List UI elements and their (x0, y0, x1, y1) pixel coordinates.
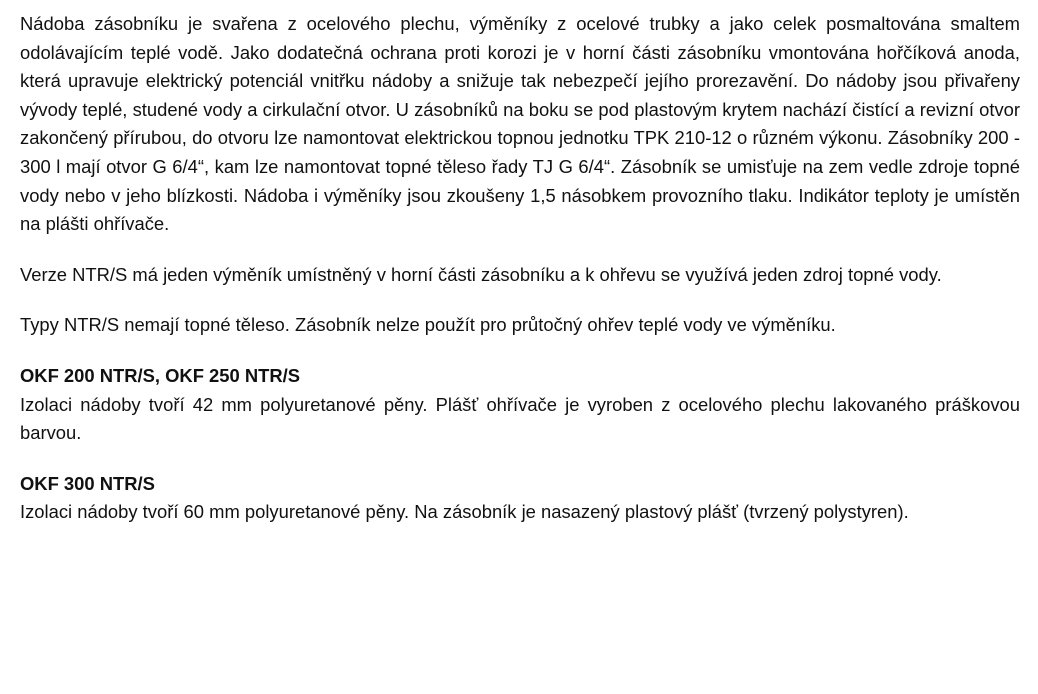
paragraph-types: Typy NTR/S nemají topné těleso. Zásobník nelze použít pro průtočný ohřev teplé vody ve výměníku. (20, 314, 836, 336)
paragraph-gap (20, 289, 1020, 311)
section-text-okf-200-250: Izolaci nádoby tvoří 42 mm polyuretanové pěny. Plášť ohřívače je vyroben z ocelového plechu lakovaného práškovou barvou. (20, 393, 1020, 444)
section-heading-okf-300: OKF 300 NTR/S (20, 472, 155, 494)
section-text-okf-300: Izolaci nádoby tvoří 60 mm polyuretanové pěny. Na zásobník je nasazený plastový plášť (tvrzený polystyren). (20, 501, 909, 523)
paragraph-gap (20, 239, 1020, 261)
paragraph-gap (20, 448, 1020, 470)
paragraph-gap (20, 340, 1020, 362)
paragraph-description: Nádoba zásobníku je svařena z ocelového plechu, výměníky z ocelové trubky a jako celek posmaltována smaltem odolávajícím teplé vodě. Jako dodatečná ochrana proti korozi je v horní části zásobníku vmontována hořčíková anoda, která upravuje elektrický potenciál vnitřku nádoby a snižuje tak nebezpečí jejího prorezavění. Do nádoby jsou přivařeny vývody teplé, studené vody a cirkulační otvor. U zásobníků na boku se pod plastovým krytem nachází čistící a revizní otvor zakončený přírubou, do otvoru lze namontovat elektrickou topnou jednotku TPK 210-12 o různém výkonu. Zásobníky 200 - 300 l mají otvor G 6/4“, kam lze namontovat topné těleso řady TJ G 6/4“. Zásobník se umisťuje na zem vedle zdroje topné vody nebo v jeho blízkosti. Nádoba i výměníky jsou zkoušeny 1,5 násobkem provozního tlaku. Indikátor teploty je umístěn na plášti ohřívače. (20, 13, 1020, 235)
section-heading-okf-200-250: OKF 200 NTR/S, OKF 250 NTR/S (20, 364, 301, 386)
paragraph-version: Verze NTR/S má jeden výměník umístněný v horní části zásobníku a k ohřevu se využívá jeden zdroj topné vody. (20, 263, 942, 285)
document-body (20, 10, 1020, 527)
